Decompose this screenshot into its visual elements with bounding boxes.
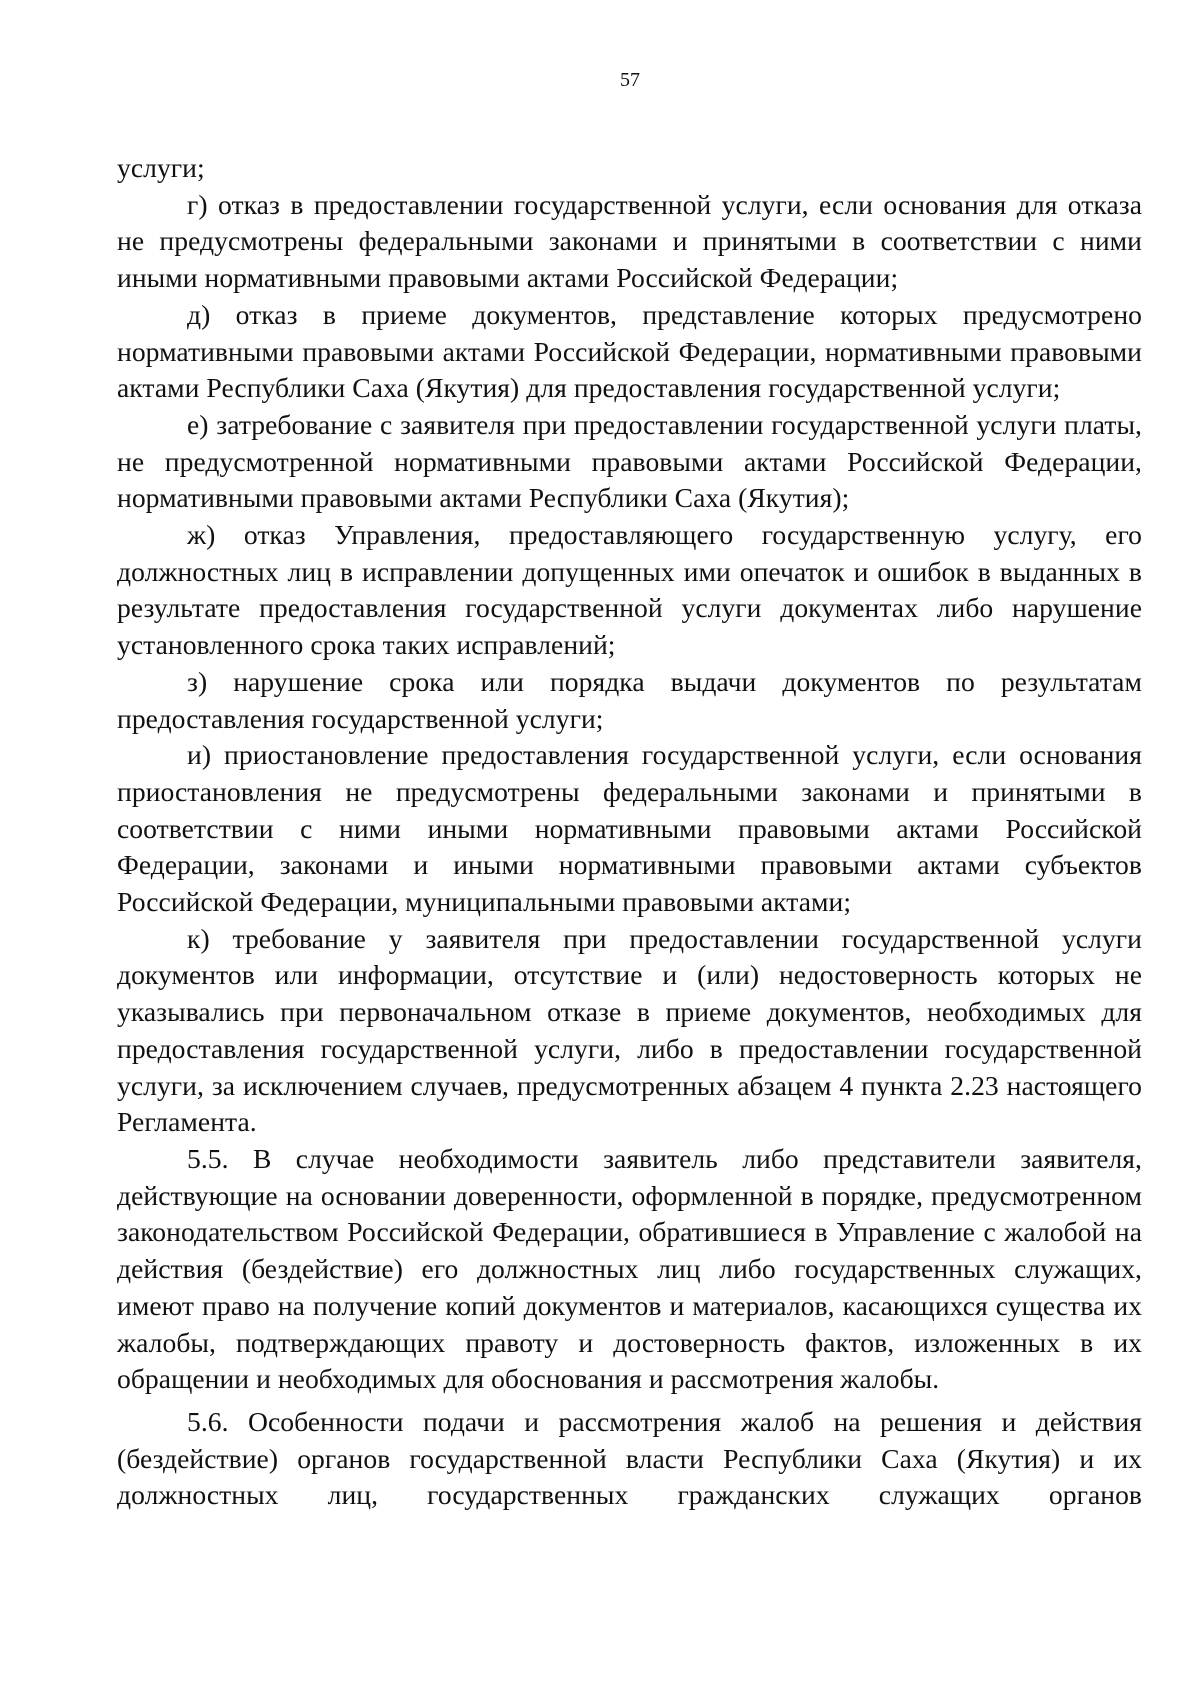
- paragraph-item-zh: ж) отказ Управления, предоставляющего государственную услугу, его должностных лиц в исправлении допущенных ими опечаток и ошибок в выданных в результате предоставления государственной услуги документах либо нарушение установленного срока таких исправлений;: [117, 519, 1142, 661]
- paragraph-section-5-6: 5.6. Особенности подачи и рассмотрения жалоб на решения и действия (бездействие) органов государственной власти Республики Саха (Якутия) и их должностных лиц, государственных гражданских служащих органов: [117, 1405, 1142, 1511]
- page-number: 57: [620, 69, 640, 91]
- paragraph-item-g: г) отказ в предоставлении государственной услуги, если основания для отказа не предусмотрены федеральными законами и принятыми в соответствии с ними иными нормативными правовыми актами Российской Федерации;: [117, 188, 1142, 294]
- paragraph-section-5-5: 5.5. В случае необходимости заявитель либо представители заявителя, действующие на основании доверенности, оформленной в порядке, предусмотренном законодательством Российской Федерации, обратившиеся в Управление с жалобой на действия (бездействие) его должностных лиц либо государственных служащих, имеют право на получение копий документов и материалов, касающихся существа их жалобы, подтверждающих правоту и достоверность фактов, изложенных в их обращении и необходимых для обоснования и рассмотрения жалобы.: [117, 1142, 1142, 1395]
- paragraph-item-i: и) приостановление предоставления государственной услуги, если основания приостановления не предусмотрены федеральными законами и принятыми в соответствии с ними иными нормативными правовыми актами Российской Федерации, законами и иными нормативными правовыми актами субъектов Российской Федерации, муниципальными правовыми актами;: [117, 739, 1142, 918]
- paragraph-item-e: е) затребование с заявителя при предоставлении государственной услуги платы, не предусмотренной нормативными правовыми актами Российской Федерации, нормативными правовыми актами Республики Саха (Якутия);: [117, 408, 1142, 514]
- document-body: [117, 150, 1142, 1514]
- paragraph-item-k: к) требование у заявителя при предоставлении государственной услуги документов или информации, отсутствие и (или) недостоверность которых не указывались при первоначальном отказе в приеме документов, необходимых для предоставления государственной услуги, либо в предоставлении государственной услуги, за исключением случаев, предусмотренных абзацем 4 пункта 2.23 настоящего Регламента.: [117, 922, 1142, 1138]
- paragraph-continuation: услуги;: [117, 152, 205, 183]
- paragraph-item-z: з) нарушение срока или порядка выдачи документов по результатам предоставления государственной услуги;: [117, 665, 1142, 734]
- paragraph-item-d: д) отказ в приеме документов, представление которых предусмотрено нормативными правовыми актами Российской Федерации, нормативными правовыми актами Республики Саха (Якутия) для предоставления государственной услуги;: [117, 298, 1142, 404]
